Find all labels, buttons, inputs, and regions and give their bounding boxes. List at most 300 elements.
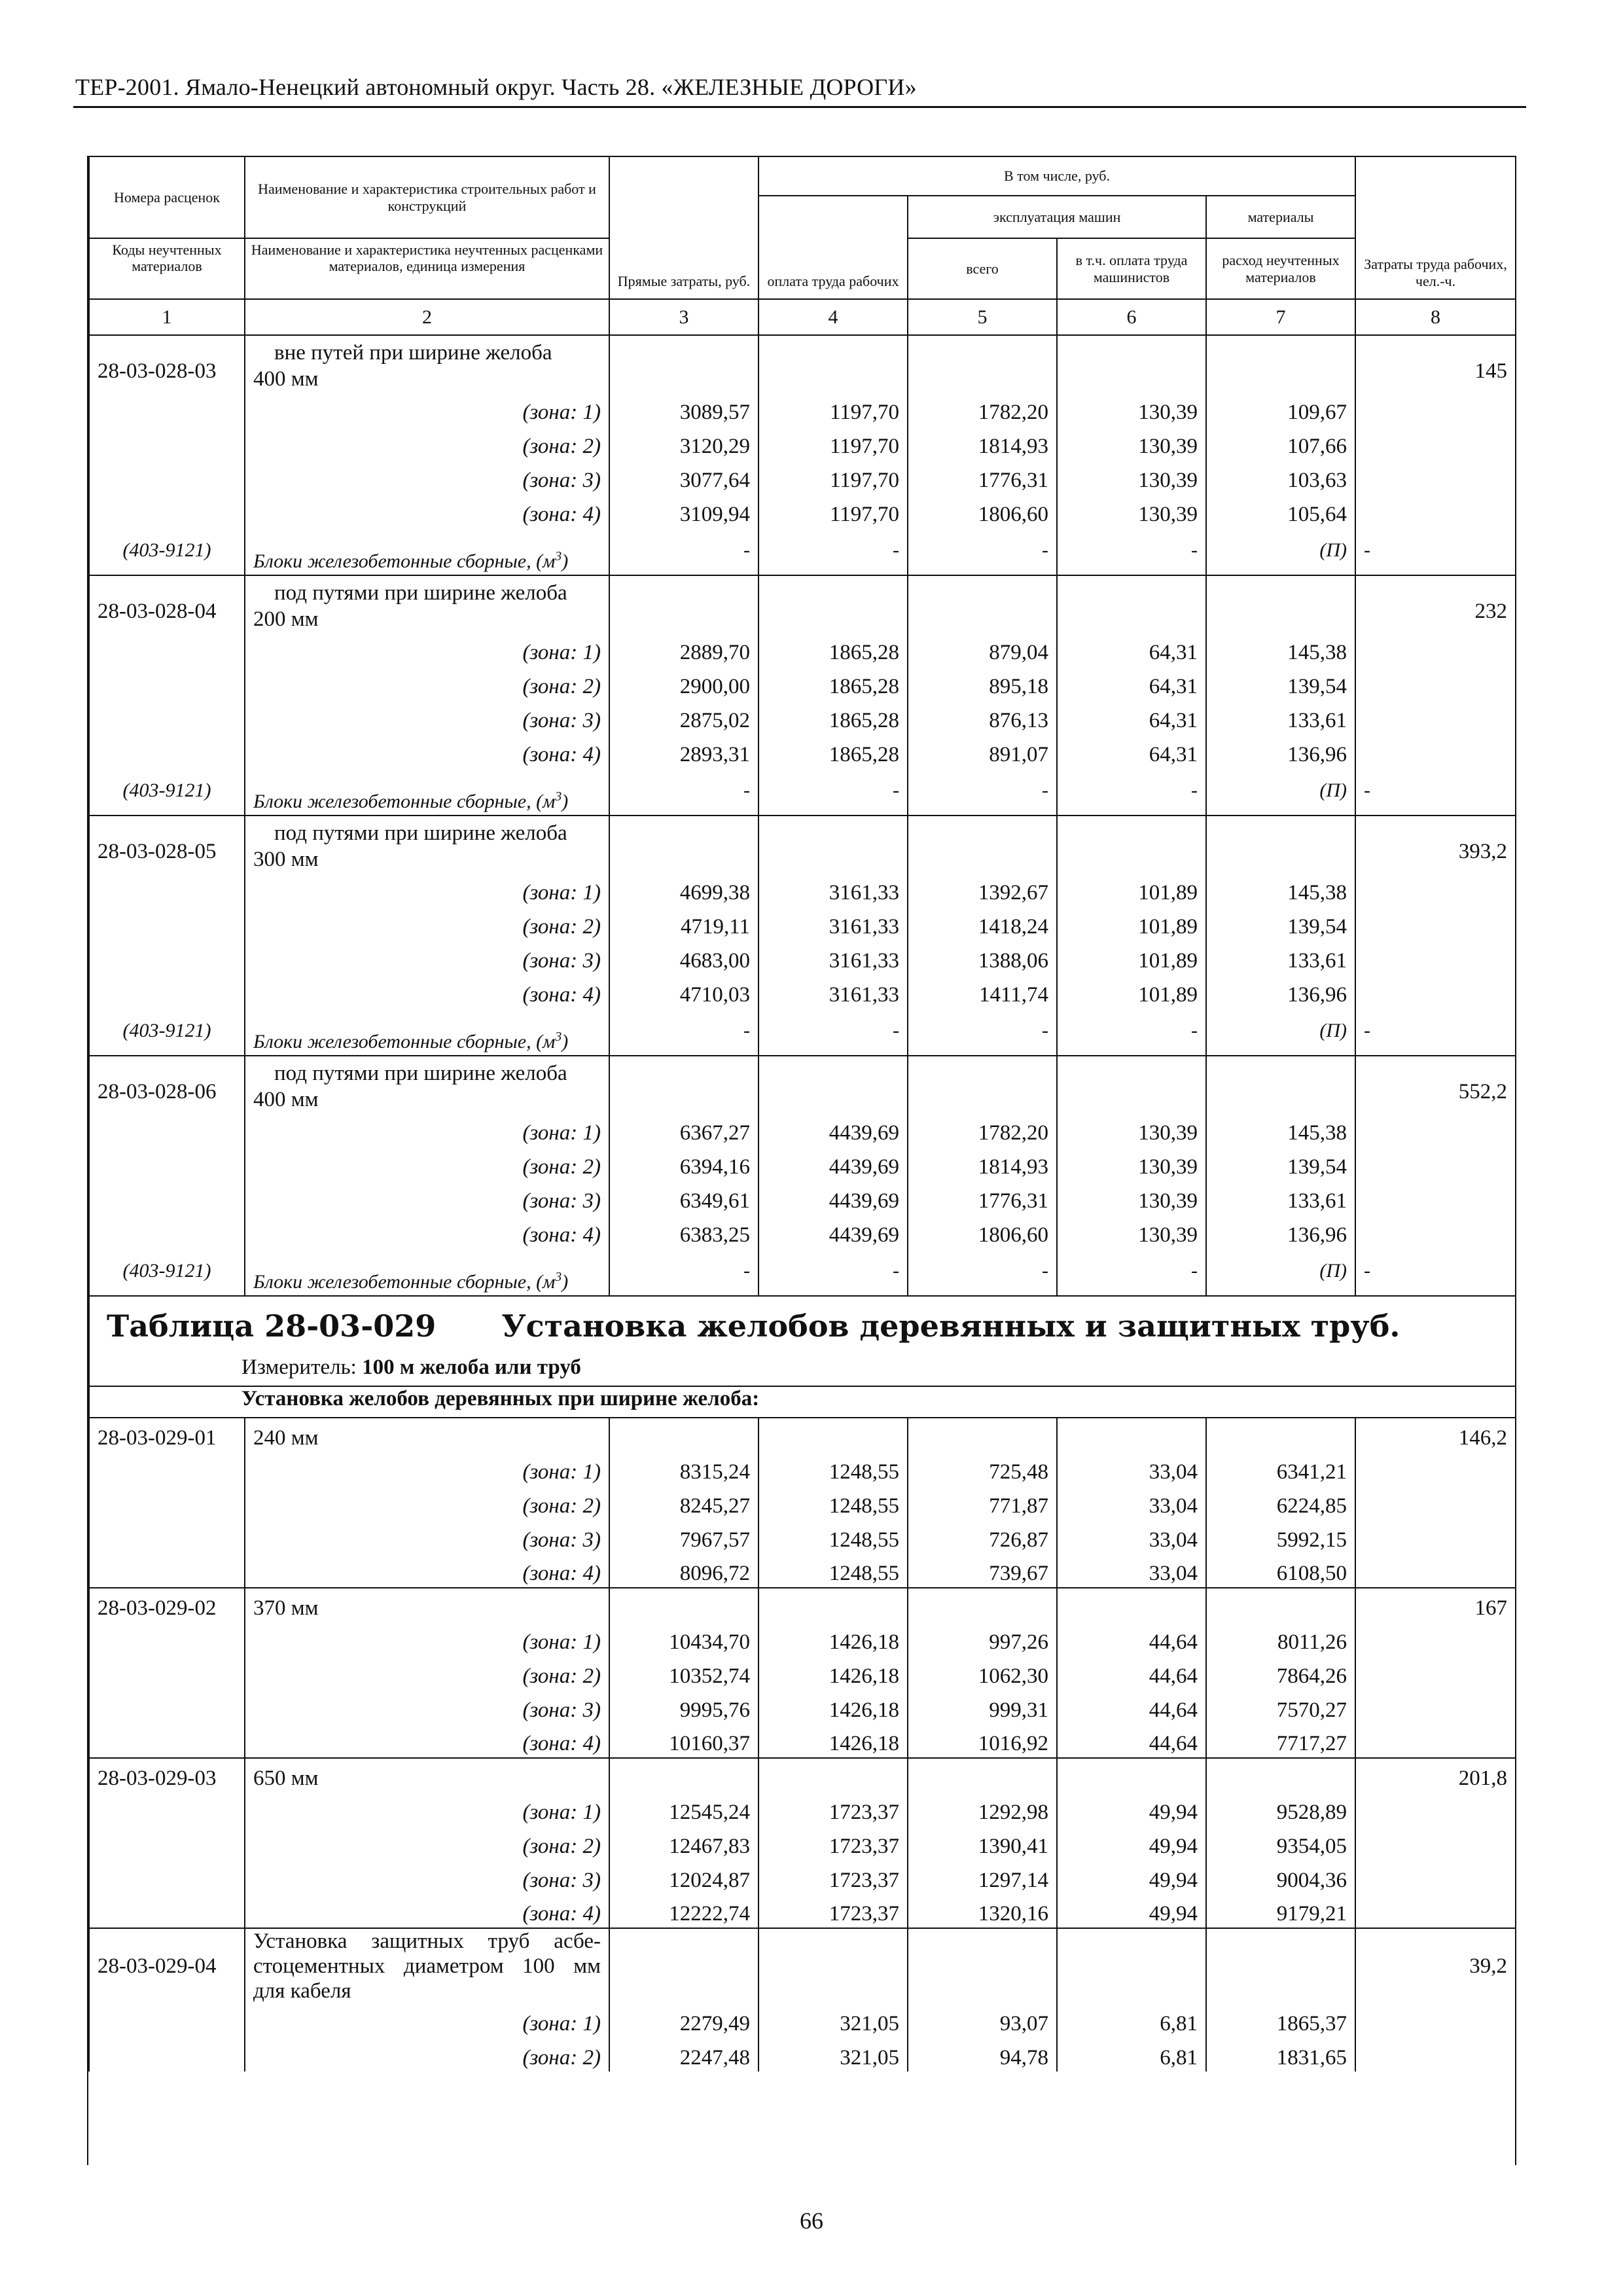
operators-pay: 64,31: [1057, 700, 1206, 734]
machines-total: 94,78: [908, 2037, 1057, 2072]
materials-cost: 133,61: [1206, 700, 1355, 734]
dash-cell: -: [758, 1249, 908, 1296]
direct-cost: 10434,70: [609, 1622, 758, 1656]
machines-total: 1776,31: [908, 1181, 1057, 1215]
direct-cost: 6367,27: [609, 1113, 758, 1147]
zone-label: (зона: 1): [245, 872, 609, 906]
zone-row: [89, 1826, 1516, 1860]
zone-row: [89, 392, 1516, 426]
empty-cell: [1206, 335, 1355, 392]
labor-cost: 232: [1355, 575, 1516, 632]
materials-cost: 9528,89: [1206, 1792, 1355, 1826]
code-cell: [89, 1452, 245, 1486]
table-heading: [89, 1296, 1516, 1355]
material-name-text: Блоки железобетонные сборные, (м: [253, 550, 556, 572]
code-cell: [89, 632, 245, 666]
material-unit-mark: (П): [1206, 768, 1355, 816]
empty-cell: [1206, 1758, 1355, 1792]
empty-cell: [758, 1758, 908, 1792]
rates-table-container: [87, 156, 1516, 2165]
zone-label: (зона: 2): [245, 1826, 609, 1860]
zone-row: [89, 2037, 1516, 2072]
labor-cell: [1355, 632, 1516, 666]
labor-cell: [1355, 1690, 1516, 1724]
zone-label: (зона: 4): [245, 1215, 609, 1249]
zone-label: (зона: 1): [245, 1622, 609, 1656]
materials-cost: 139,54: [1206, 1147, 1355, 1181]
machines-total: 1806,60: [908, 1215, 1057, 1249]
operators-pay: 33,04: [1057, 1554, 1206, 1588]
empty-cell: [758, 1418, 908, 1452]
empty-cell: [609, 335, 758, 392]
material-name: [245, 1009, 609, 1056]
empty-cell: [1057, 1758, 1206, 1792]
machines-total: 891,07: [908, 734, 1057, 768]
rate-code: 28-03-028-06: [89, 1056, 245, 1113]
labor-pay: 3161,33: [758, 975, 908, 1009]
dash-cell: -: [908, 768, 1057, 816]
empty-cell: [908, 575, 1057, 632]
material-name-text: Блоки железобетонные сборные, (м: [253, 1271, 556, 1293]
zone-row: [89, 426, 1516, 460]
col-number: 1: [89, 299, 245, 335]
col4-header: оплата труда рабочих: [758, 196, 908, 299]
zone-row: [89, 1690, 1516, 1724]
labor-cell: [1355, 2037, 1516, 2072]
empty-cell: [908, 1588, 1057, 1622]
dash-cell: -: [908, 1249, 1057, 1296]
materials-cost: 6341,21: [1206, 1452, 1355, 1486]
zone-label: (зона: 3): [245, 1860, 609, 1894]
operators-pay: 33,04: [1057, 1520, 1206, 1554]
material-labor: -: [1355, 1009, 1516, 1056]
zone-row: [89, 1792, 1516, 1826]
direct-cost: 4699,38: [609, 872, 758, 906]
zone-label: (зона: 1): [245, 2003, 609, 2037]
machines-total: 1411,74: [908, 975, 1057, 1009]
labor-cell: [1355, 1520, 1516, 1554]
empty-cell: [1057, 575, 1206, 632]
labor-pay: 1426,18: [758, 1656, 908, 1690]
labor-pay: 1197,70: [758, 392, 908, 426]
machines-total: 999,31: [908, 1690, 1057, 1724]
operators-pay: 44,64: [1057, 1724, 1206, 1758]
empty-cell: [758, 335, 908, 392]
operators-pay: 130,39: [1057, 426, 1206, 460]
labor-pay: 1197,70: [758, 426, 908, 460]
code-cell: [89, 1724, 245, 1758]
materials-cost: 6108,50: [1206, 1554, 1355, 1588]
col3-header: Прямые затраты, руб.: [609, 156, 758, 299]
materials-cost: 139,54: [1206, 666, 1355, 700]
machines-header: эксплуатация машин: [908, 196, 1206, 238]
col2-bottom-header: Наименование и характеристика неучтенных расценками материалов, единица измерения: [245, 238, 609, 299]
direct-cost: 7967,57: [609, 1520, 758, 1554]
zone-row: [89, 734, 1516, 768]
labor-pay: 1426,18: [758, 1724, 908, 1758]
material-name: [245, 768, 609, 816]
direct-cost: 2279,49: [609, 2003, 758, 2037]
labor-cell: [1355, 1894, 1516, 1928]
col5-header: всего: [908, 238, 1057, 299]
code-cell: [89, 1894, 245, 1928]
dash-cell: -: [908, 1009, 1057, 1056]
direct-cost: 8096,72: [609, 1554, 758, 1588]
zone-label: (зона: 3): [245, 1181, 609, 1215]
operators-pay: 130,39: [1057, 1147, 1206, 1181]
machines-total: 1016,92: [908, 1724, 1057, 1758]
zone-label: (зона: 2): [245, 2037, 609, 2072]
col-number: 4: [758, 299, 908, 335]
zone-label: (зона: 4): [245, 1894, 609, 1928]
code-cell: [89, 734, 245, 768]
machines-total: 997,26: [908, 1622, 1057, 1656]
zone-row: [89, 460, 1516, 494]
zone-label: (зона: 4): [245, 1724, 609, 1758]
machines-total: 93,07: [908, 2003, 1057, 2037]
labor-pay: 321,05: [758, 2003, 908, 2037]
labor-cost: 167: [1355, 1588, 1516, 1622]
materials-cost: 7570,27: [1206, 1690, 1355, 1724]
operators-pay: 49,94: [1057, 1860, 1206, 1894]
empty-cell: [908, 335, 1057, 392]
rate-title-row: [89, 1056, 1516, 1113]
col7-header: расход неучтенных материалов: [1206, 238, 1355, 299]
labor-cell: [1355, 1860, 1516, 1894]
material-code: (403-9121): [89, 1249, 245, 1296]
code-cell: [89, 1554, 245, 1588]
operators-pay: 64,31: [1057, 632, 1206, 666]
operators-pay: 130,39: [1057, 1181, 1206, 1215]
labor-pay: 3161,33: [758, 872, 908, 906]
materials-cost: 5992,15: [1206, 1520, 1355, 1554]
empty-cell: [609, 1588, 758, 1622]
labor-cost: 146,2: [1355, 1418, 1516, 1452]
labor-cost: 552,2: [1355, 1056, 1516, 1113]
direct-cost: 10160,37: [609, 1724, 758, 1758]
dash-cell: -: [609, 528, 758, 575]
empty-cell: [908, 816, 1057, 872]
materials-cost: 9004,36: [1206, 1860, 1355, 1894]
labor-pay: 1426,18: [758, 1622, 908, 1656]
rate-name: [245, 816, 609, 872]
material-code: (403-9121): [89, 1009, 245, 1056]
labor-pay: 4439,69: [758, 1113, 908, 1147]
material-unit-sup: 3: [555, 789, 562, 804]
direct-cost: 3077,64: [609, 460, 758, 494]
labor-cell: [1355, 494, 1516, 528]
machines-total: 1390,41: [908, 1826, 1057, 1860]
zone-row: [89, 1147, 1516, 1181]
zone-row: [89, 1215, 1516, 1249]
materials-cost: 109,67: [1206, 392, 1355, 426]
dash-cell: -: [609, 1249, 758, 1296]
direct-cost: 8315,24: [609, 1452, 758, 1486]
rate-name-line: под путями при ширине желоба: [274, 1062, 567, 1085]
zone-label: (зона: 2): [245, 1147, 609, 1181]
empty-cell: [908, 1758, 1057, 1792]
rate-code: 28-03-028-03: [89, 335, 245, 392]
labor-pay: 1426,18: [758, 1690, 908, 1724]
labor-cell: [1355, 975, 1516, 1009]
materials-cost: 7864,26: [1206, 1656, 1355, 1690]
empty-cell: [1206, 1588, 1355, 1622]
materials-cost: 7717,27: [1206, 1724, 1355, 1758]
machines-total: 1782,20: [908, 392, 1057, 426]
empty-cell: [1057, 1056, 1206, 1113]
dash-cell: -: [1057, 1009, 1206, 1056]
code-cell: [89, 1520, 245, 1554]
incl-header: В том числе, руб.: [758, 156, 1355, 196]
empty-cell: [609, 1928, 758, 2003]
col2-top-header: Наименование и характеристика строительных работ и конструкций: [245, 156, 609, 238]
section-title: Установка желобов деревянных при ширине желоба:: [89, 1386, 1516, 1418]
material-name-end: ): [562, 791, 569, 812]
zone-label: (зона: 1): [245, 1792, 609, 1826]
labor-pay: 1248,55: [758, 1452, 908, 1486]
labor-cell: [1355, 906, 1516, 941]
rate-name: [245, 1056, 609, 1113]
empty-cell: [908, 1928, 1057, 2003]
materials-cost: 6224,85: [1206, 1486, 1355, 1520]
materials-cost: 145,38: [1206, 1113, 1355, 1147]
zone-row: [89, 906, 1516, 941]
unit-value: 100 м желоба или труб: [362, 1355, 581, 1379]
direct-cost: 6349,61: [609, 1181, 758, 1215]
machines-total: 725,48: [908, 1452, 1057, 1486]
materials-cost: 1831,65: [1206, 2037, 1355, 2072]
dash-cell: -: [1057, 1249, 1206, 1296]
material-unit-mark: (П): [1206, 1009, 1355, 1056]
zone-row: [89, 872, 1516, 906]
code-cell: [89, 700, 245, 734]
labor-pay: 1865,28: [758, 734, 908, 768]
col-number: 7: [1206, 299, 1355, 335]
rate-name-line: стоцементных диаметром 100 мм: [253, 1954, 601, 1978]
rate-name: 240 мм: [245, 1418, 609, 1452]
zone-row: [89, 1181, 1516, 1215]
zone-row: [89, 494, 1516, 528]
labor-cell: [1355, 1113, 1516, 1147]
labor-cell: [1355, 872, 1516, 906]
table-number: Таблица 28-03-029: [107, 1308, 437, 1344]
page-number: 66: [800, 2208, 823, 2234]
empty-cell: [1057, 1928, 1206, 2003]
operators-pay: 44,64: [1057, 1656, 1206, 1690]
material-name: [245, 528, 609, 575]
empty-cell: [609, 1056, 758, 1113]
zone-row: [89, 1656, 1516, 1690]
code-cell: [89, 1656, 245, 1690]
materials-cost: 133,61: [1206, 1181, 1355, 1215]
dash-cell: -: [1057, 768, 1206, 816]
operators-pay: 64,31: [1057, 734, 1206, 768]
col-number: 6: [1057, 299, 1206, 335]
labor-cell: [1355, 700, 1516, 734]
zone-label: (зона: 1): [245, 632, 609, 666]
empty-cell: [1057, 335, 1206, 392]
material-unit-sup: 3: [555, 549, 562, 564]
code-cell: [89, 975, 245, 1009]
direct-cost: 12024,87: [609, 1860, 758, 1894]
material-labor: -: [1355, 768, 1516, 816]
zone-label: (зона: 3): [245, 1690, 609, 1724]
labor-cell: [1355, 734, 1516, 768]
zone-row: [89, 1113, 1516, 1147]
labor-pay: 321,05: [758, 2037, 908, 2072]
col-number: 8: [1355, 299, 1516, 335]
direct-cost: 12467,83: [609, 1826, 758, 1860]
empty-cell: [1057, 1418, 1206, 1452]
rate-name: [245, 335, 609, 392]
labor-pay: 1248,55: [758, 1520, 908, 1554]
rate-title-row: [89, 1588, 1516, 1622]
code-cell: [89, 1215, 245, 1249]
labor-cell: [1355, 1215, 1516, 1249]
empty-cell: [1206, 575, 1355, 632]
rate-name-line: Установка защитных труб асбе-: [253, 1929, 601, 1953]
rate-name-line: 200 мм: [253, 607, 319, 631]
operators-pay: 33,04: [1057, 1452, 1206, 1486]
operators-pay: 101,89: [1057, 975, 1206, 1009]
empty-cell: [609, 1418, 758, 1452]
labor-cost: 393,2: [1355, 816, 1516, 872]
machines-total: 1418,24: [908, 906, 1057, 941]
materials-header: материалы: [1206, 196, 1355, 238]
rate-title-row: [89, 1758, 1516, 1792]
unit-label: Измеритель:: [241, 1355, 357, 1379]
rate-name-line: под путями при ширине желоба: [274, 821, 567, 845]
code-cell: [89, 1792, 245, 1826]
empty-cell: [758, 1928, 908, 2003]
labor-cell: [1355, 2003, 1516, 2037]
empty-cell: [1206, 1928, 1355, 2003]
zone-row: [89, 632, 1516, 666]
machines-total: 1320,16: [908, 1894, 1057, 1928]
code-cell: [89, 1826, 245, 1860]
header-rule: [73, 106, 1526, 108]
unit-line: [89, 1355, 1516, 1386]
labor-pay: 1865,28: [758, 700, 908, 734]
materials-cost: 1865,37: [1206, 2003, 1355, 2037]
operators-pay: 49,94: [1057, 1792, 1206, 1826]
rate-name-line: 400 мм: [253, 1088, 319, 1111]
direct-cost: 2893,31: [609, 734, 758, 768]
empty-cell: [609, 816, 758, 872]
dash-cell: -: [908, 528, 1057, 575]
operators-pay: 33,04: [1057, 1486, 1206, 1520]
code-cell: [89, 2003, 245, 2037]
empty-cell: [758, 1588, 908, 1622]
direct-cost: 3089,57: [609, 392, 758, 426]
labor-cell: [1355, 1452, 1516, 1486]
material-unit-sup: 3: [555, 1270, 562, 1284]
zone-label: (зона: 2): [245, 906, 609, 941]
direct-cost: 9995,76: [609, 1690, 758, 1724]
col-number: 2: [245, 299, 609, 335]
rate-name-line: под путями при ширине желоба: [274, 581, 567, 605]
labor-pay: 3161,33: [758, 941, 908, 975]
material-name-end: ): [562, 550, 569, 572]
table-body: [89, 156, 1516, 2072]
labor-pay: 1865,28: [758, 666, 908, 700]
labor-pay: 1197,70: [758, 460, 908, 494]
zone-row: [89, 1486, 1516, 1520]
materials-cost: 136,96: [1206, 734, 1355, 768]
materials-cost: 105,64: [1206, 494, 1355, 528]
code-cell: [89, 1113, 245, 1147]
zone-row: [89, 1520, 1516, 1554]
materials-cost: 9354,05: [1206, 1826, 1355, 1860]
section-row: [89, 1386, 1516, 1418]
rate-name: 370 мм: [245, 1588, 609, 1622]
document-header: ТЕР-2001. Ямало-Ненецкий автономный округ. Часть 28. «ЖЕЛЕЗНЫЕ ДОРОГИ»: [75, 74, 917, 100]
col6-header: в т.ч. оплата труда машинистов: [1057, 238, 1206, 299]
materials-cost: 139,54: [1206, 906, 1355, 941]
direct-cost: 12222,74: [609, 1894, 758, 1928]
rate-name: [245, 1928, 609, 2003]
operators-pay: 49,94: [1057, 1894, 1206, 1928]
operators-pay: 130,39: [1057, 1215, 1206, 1249]
empty-cell: [1057, 1588, 1206, 1622]
material-row: [89, 768, 1516, 816]
table-title: Установка желобов деревянных и защитных труб.: [501, 1308, 1400, 1344]
code-cell: [89, 392, 245, 426]
material-name-end: ): [562, 1271, 569, 1293]
operators-pay: 130,39: [1057, 494, 1206, 528]
material-row: [89, 1009, 1516, 1056]
operators-pay: 64,31: [1057, 666, 1206, 700]
rate-name-line: 300 мм: [253, 848, 319, 871]
rate-title-row: [89, 575, 1516, 632]
machines-total: 739,67: [908, 1554, 1057, 1588]
rate-code: 28-03-029-03: [89, 1758, 245, 1792]
labor-cell: [1355, 1826, 1516, 1860]
rate-title-row: [89, 816, 1516, 872]
labor-cell: [1355, 666, 1516, 700]
labor-pay: 1197,70: [758, 494, 908, 528]
rate-name-line: вне путей при ширине желоба: [274, 341, 552, 365]
labor-cell: [1355, 460, 1516, 494]
operators-pay: 49,94: [1057, 1826, 1206, 1860]
code-cell: [89, 1690, 245, 1724]
zone-label: (зона: 2): [245, 1656, 609, 1690]
rate-code: 28-03-029-01: [89, 1418, 245, 1452]
dash-cell: -: [1057, 528, 1206, 575]
operators-pay: 101,89: [1057, 906, 1206, 941]
empty-cell: [908, 1418, 1057, 1452]
empty-cell: [1206, 816, 1355, 872]
labor-cell: [1355, 1147, 1516, 1181]
code-cell: [89, 1486, 245, 1520]
col1-top-header: Номера расценок: [89, 156, 245, 238]
zone-row: [89, 1622, 1516, 1656]
dash-cell: -: [609, 768, 758, 816]
material-unit-sup: 3: [555, 1030, 562, 1044]
zone-row: [89, 1554, 1516, 1588]
machines-total: 1814,93: [908, 426, 1057, 460]
zone-row: [89, 2003, 1516, 2037]
code-cell: [89, 1181, 245, 1215]
material-labor: -: [1355, 528, 1516, 575]
materials-cost: 107,66: [1206, 426, 1355, 460]
operators-pay: 130,39: [1057, 460, 1206, 494]
zone-row: [89, 1452, 1516, 1486]
labor-pay: 4439,69: [758, 1181, 908, 1215]
direct-cost: 4710,03: [609, 975, 758, 1009]
zone-label: (зона: 1): [245, 392, 609, 426]
rate-code: 28-03-029-04: [89, 1928, 245, 2003]
